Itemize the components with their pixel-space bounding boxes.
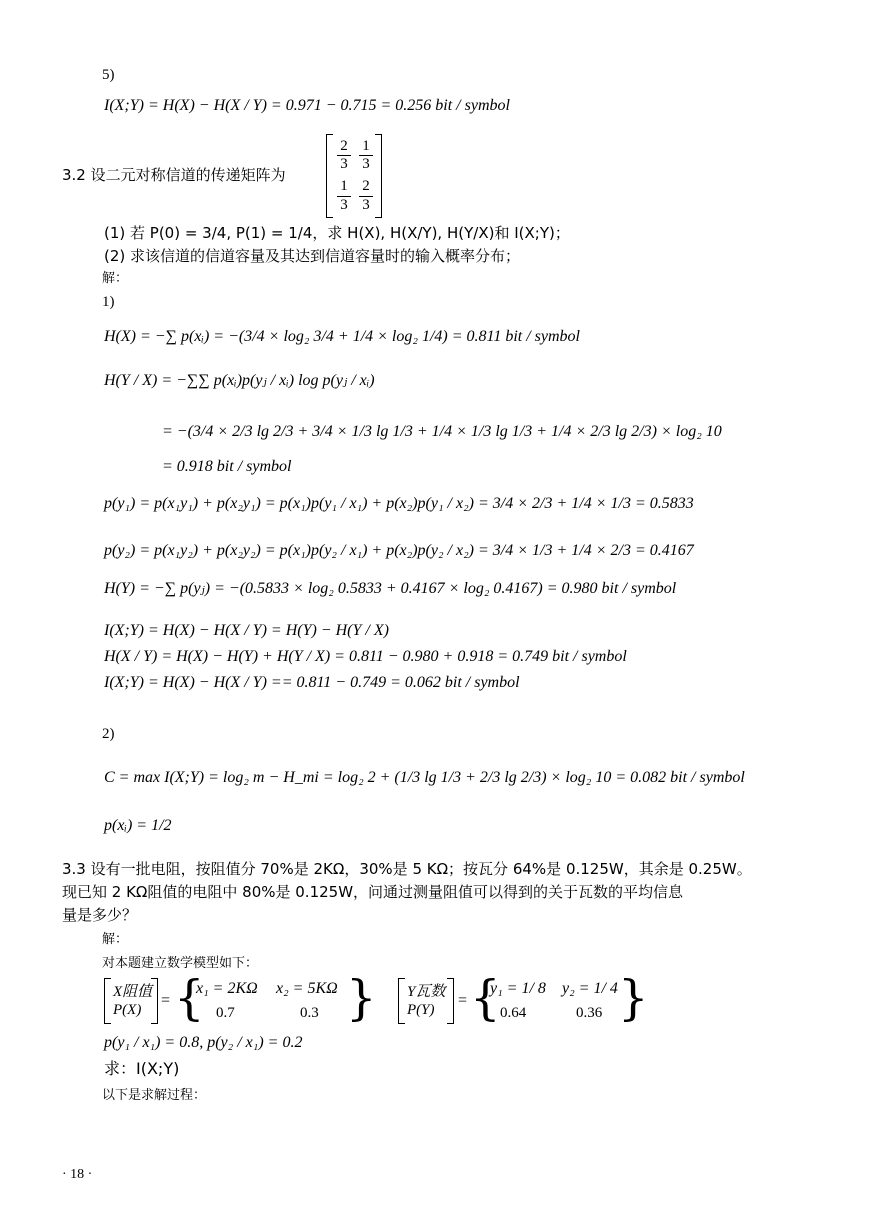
y2-prob: 0.36	[576, 1005, 603, 1021]
find-target: 求：I(X;Y)	[104, 1059, 180, 1078]
step-2-label: 2)	[102, 726, 115, 742]
y-label-top: Y瓦数	[407, 984, 446, 1000]
left-brace: {	[174, 970, 205, 1026]
matrix-cell: 3	[359, 155, 373, 173]
y-label-matrix	[398, 978, 454, 1024]
matrix-cell: 3	[337, 196, 351, 214]
problem-3-3-line3: 量是多少？	[62, 906, 138, 924]
equation-hyx-def: H(Y / X) = −∑∑ p(xᵢ)p(yⱼ / xᵢ) log p(yⱼ / xᵢ)	[104, 372, 375, 389]
matrix-cell: 2	[362, 178, 370, 194]
x2-value: x₂ = 5KΩ	[276, 980, 338, 997]
solution-label: 解：	[102, 271, 129, 286]
equals-sign: =	[458, 992, 468, 1009]
y-label-bottom: P(Y)	[407, 1002, 435, 1018]
y2-value: y₂ = 1/ 4	[562, 980, 618, 997]
equals-sign: =	[161, 992, 171, 1009]
matrix-cell: 3	[359, 196, 373, 214]
model-intro: 对本题建立数学模型如下：	[102, 956, 259, 971]
right-brace: }	[618, 970, 649, 1026]
equation-ixy-result: I(X;Y) = H(X) − H(X / Y) == 0.811 − 0.749 = 0.062 bit / symbol	[104, 674, 520, 691]
process-intro: 以下是求解过程：	[102, 1088, 207, 1103]
problem-3-2-part2: (2) 求该信道的信道容量及其达到信道容量时的输入概率分布；	[104, 247, 521, 265]
problem-3-2-part1: (1) 若 P(0) = 3/4, P(1) = 1/4，求 H(X), H(X/Y), H(Y/X)和 I(X;Y)；	[104, 224, 570, 242]
equation-py2: p(y₂) = p(x₁y₂) + p(x₂y₂) = p(x₁)p(y₂ / x₁) + p(x₂)p(y₂ / x₂) = 3/4 × 1/3 + 1/4 × 2/3 = 0.4167	[104, 542, 694, 559]
equation-hx: H(X) = −∑ p(xᵢ) = −(3/4 × log₂ 3/4 + 1/4 × log₂ 1/4) = 0.811 bit / symbol	[104, 328, 580, 345]
right-brace: }	[346, 970, 377, 1026]
problem-3-3-line2: 现已知 2 KΩ阻值的电阻中 80%是 0.125W，问通过测量阻值可以得到的关于瓦数的平均信息	[62, 883, 684, 901]
equation-hyx-result: = 0.918 bit / symbol	[162, 458, 292, 475]
equation-hyx-expand: = −(3/4 × 2/3 lg 2/3 + 3/4 × 1/3 lg 1/3 + 1/4 × 1/3 lg 1/3 + 1/4 × 2/3 lg 2/3) × log₂ 10	[162, 423, 722, 440]
equation-hy: H(Y) = −∑ p(yⱼ) = −(0.5833 × log₂ 0.5833 + 0.4167 × log₂ 0.4167) = 0.980 bit / symbol	[104, 580, 677, 597]
equation-py1: p(y₁) = p(x₁y₁) + p(x₂y₁) = p(x₁)p(y₁ / x₁) + p(x₂)p(y₁ / x₂) = 3/4 × 2/3 + 1/4 × 1/3 = 0.5833	[104, 495, 694, 512]
x2-prob: 0.3	[300, 1005, 319, 1021]
equation-ixy-identity: I(X;Y) = H(X) − H(X / Y) = H(Y) − H(Y / X)	[104, 622, 389, 639]
conditional-probabilities: p(y₁ / x₁) = 0.8, p(y₂ / x₁) = 0.2	[104, 1034, 303, 1051]
problem-3-3-line1: 3.3 设有一批电阻，按阻值分 70%是 2KΩ，30%是 5 KΩ；按瓦分 64%是 0.125W，其余是 0.25W。	[62, 860, 752, 878]
left-brace: {	[470, 970, 501, 1026]
solution-label: 解：	[102, 932, 129, 947]
transition-matrix	[326, 134, 382, 218]
x-label-top: X阻值	[113, 984, 153, 1000]
equation-input-distribution: p(xᵢ) = 1/2	[104, 817, 172, 834]
page-number: · 18 ·	[62, 1167, 93, 1182]
matrix-cell: 1	[362, 138, 370, 154]
y1-value: y₁ = 1/ 8	[490, 980, 546, 997]
x1-prob: 0.7	[216, 1005, 235, 1021]
step-5-label: 5)	[102, 67, 115, 83]
step-1-label: 1)	[102, 294, 115, 310]
equation-hxy: H(X / Y) = H(X) − H(Y) + H(Y / X) = 0.811 − 0.980 + 0.918 = 0.749 bit / symbol	[104, 648, 627, 665]
x-label-bottom: P(X)	[113, 1002, 142, 1018]
problem-3-2-heading: 3.2 设二元对称信道的传递矩阵为	[62, 166, 286, 184]
x-label-matrix	[104, 978, 158, 1024]
matrix-cell: 3	[337, 155, 351, 173]
matrix-cell: 1	[340, 178, 348, 194]
equation-capacity: C = max I(X;Y) = log₂ m − H_mi = log₂ 2 + (1/3 lg 1/3 + 2/3 lg 2/3) × log₂ 10 = 0.082 bit / symbol	[104, 769, 745, 786]
x1-value: x₁ = 2KΩ	[196, 980, 258, 997]
matrix-cell: 2	[340, 138, 348, 154]
y1-prob: 0.64	[500, 1005, 527, 1021]
equation-mutual-info-5: I(X;Y) = H(X) − H(X / Y) = 0.971 − 0.715 = 0.256 bit / symbol	[104, 97, 510, 114]
